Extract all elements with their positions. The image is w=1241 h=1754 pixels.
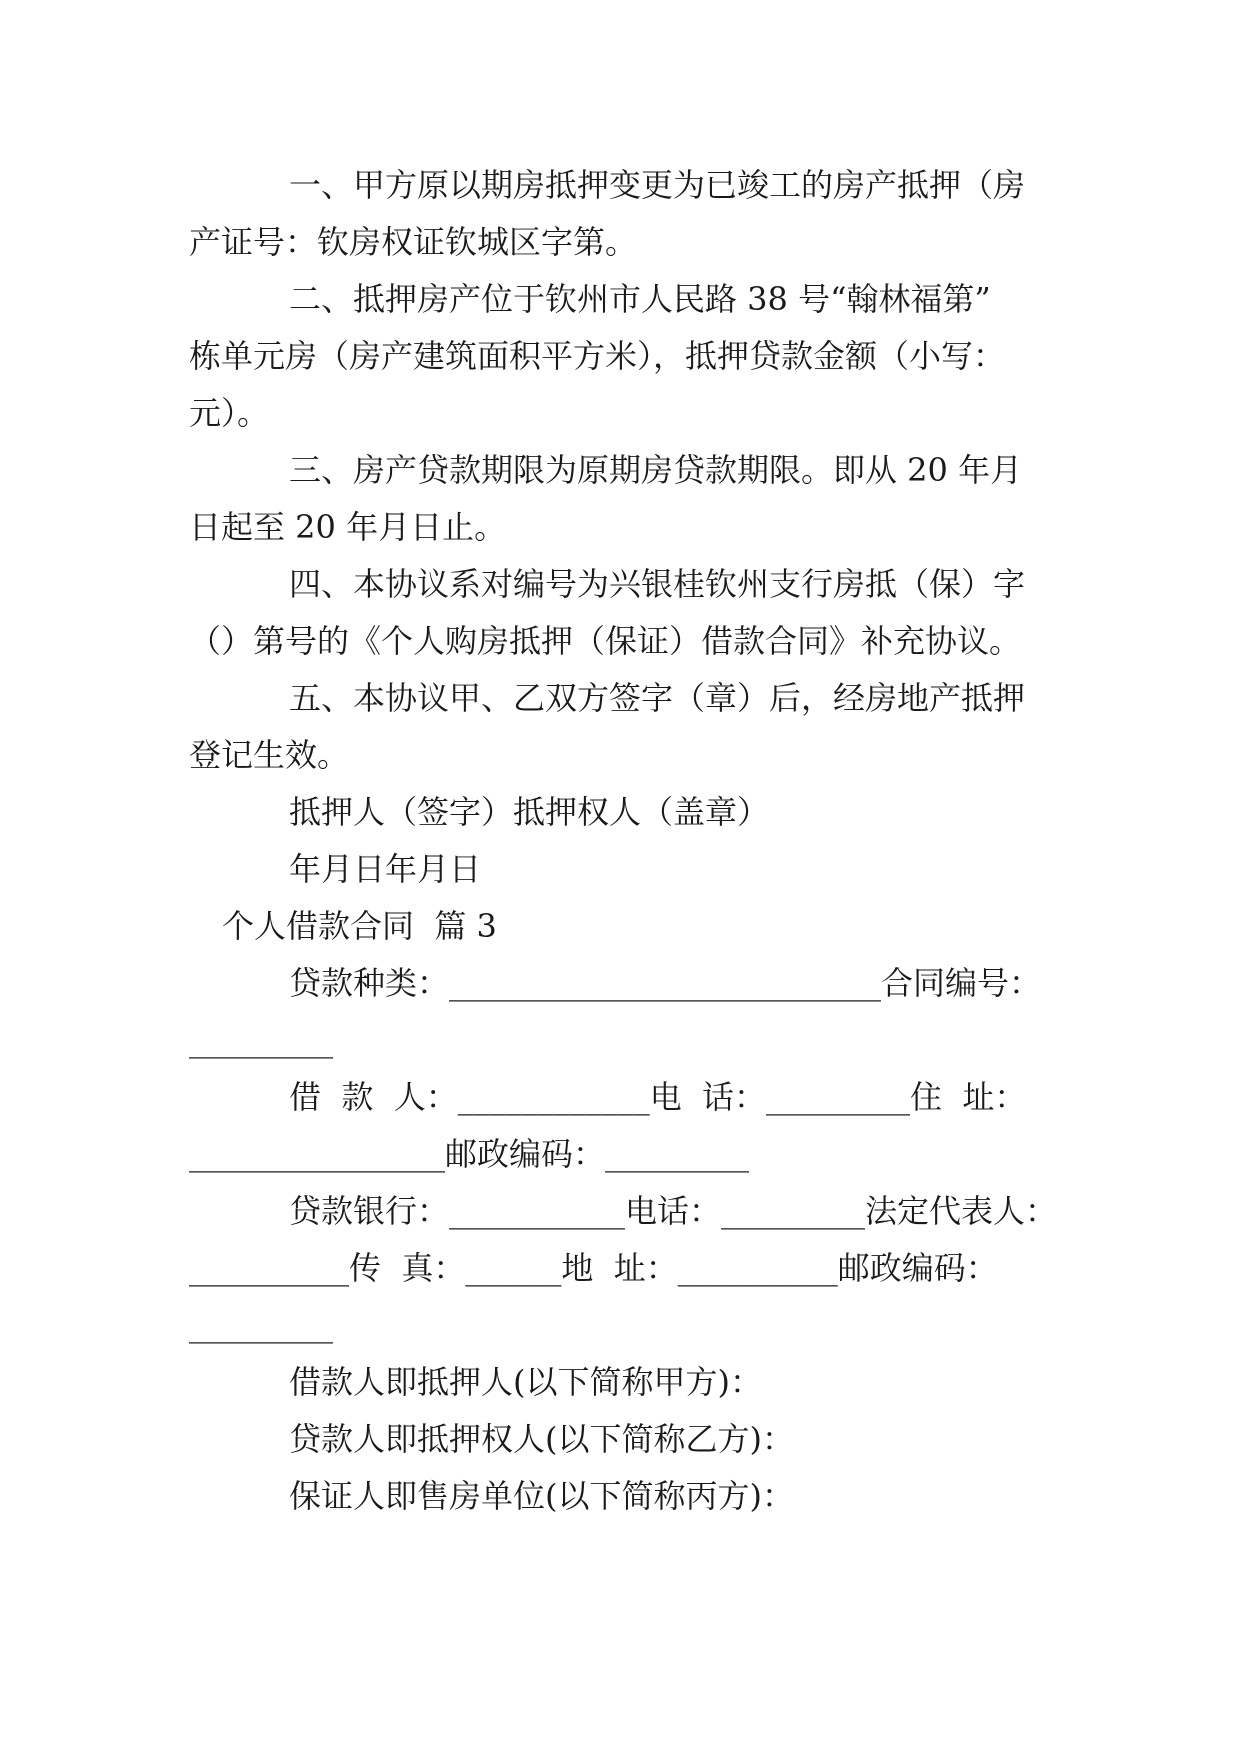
party-a-line: 借款人即抵押人(以下简称甲方)：: [289, 1363, 762, 1401]
contract-number-blank: _________: [189, 1021, 333, 1059]
paragraph-3-line-1: 三、房产贷款期限为原期房贷款期限。即从 20 年月: [289, 451, 1023, 489]
borrower-address-line: ________________邮政编码：_________: [189, 1135, 750, 1173]
paragraph-1-line-2: 产证号：钦房权证钦城区字第。: [189, 223, 638, 261]
signature-line: 抵押人（签字）抵押权人（盖章）: [289, 793, 770, 831]
party-b-line: 贷款人即抵押权人(以下简称乙方)：: [289, 1420, 794, 1458]
paragraph-5-line-2: 登记生效。: [189, 736, 350, 774]
loan-type-line: 贷款种类：___________________________合同编号：: [289, 964, 1042, 1002]
date-line: 年月日年月日: [289, 850, 482, 888]
paragraph-4-line-1: 四、本协议系对编号为兴银桂钦州支行房抵（保）字: [289, 565, 1026, 603]
paragraph-5-line-1: 五、本协议甲、乙双方签字（章）后，经房地产抵押: [289, 679, 1026, 717]
paragraph-2-line-2: 栋单元房（房产建筑面积平方米），抵押贷款金额（小写：: [189, 337, 1006, 375]
lender-contact-line: __________传 真：______地 址：__________邮政编码：: [189, 1249, 998, 1287]
lender-bank-line: 贷款银行：___________电话：_________法定代表人：: [289, 1192, 1058, 1230]
paragraph-3-line-2: 日起至 20 年月日止。: [189, 508, 507, 546]
paragraph-4-line-2: （）第号的《个人购房抵押（保证）借款合同》补充协议。: [189, 622, 1022, 660]
postal-code-blank: _________: [189, 1306, 333, 1344]
borrower-line: 借 款 人：____________电 话：_________住 址：: [289, 1078, 1027, 1116]
section-heading: 个人借款合同 篇 3: [222, 907, 497, 945]
paragraph-2-line-1: 二、抵押房产位于钦州市人民路 38 号“翰林福第”: [289, 280, 991, 318]
paragraph-2-line-3: 元）。: [189, 394, 270, 432]
paragraph-1-line-1: 一、甲方原以期房抵押变更为已竣工的房产抵押（房: [289, 166, 1026, 204]
party-c-line: 保证人即售房单位(以下简称丙方)：: [289, 1477, 794, 1515]
